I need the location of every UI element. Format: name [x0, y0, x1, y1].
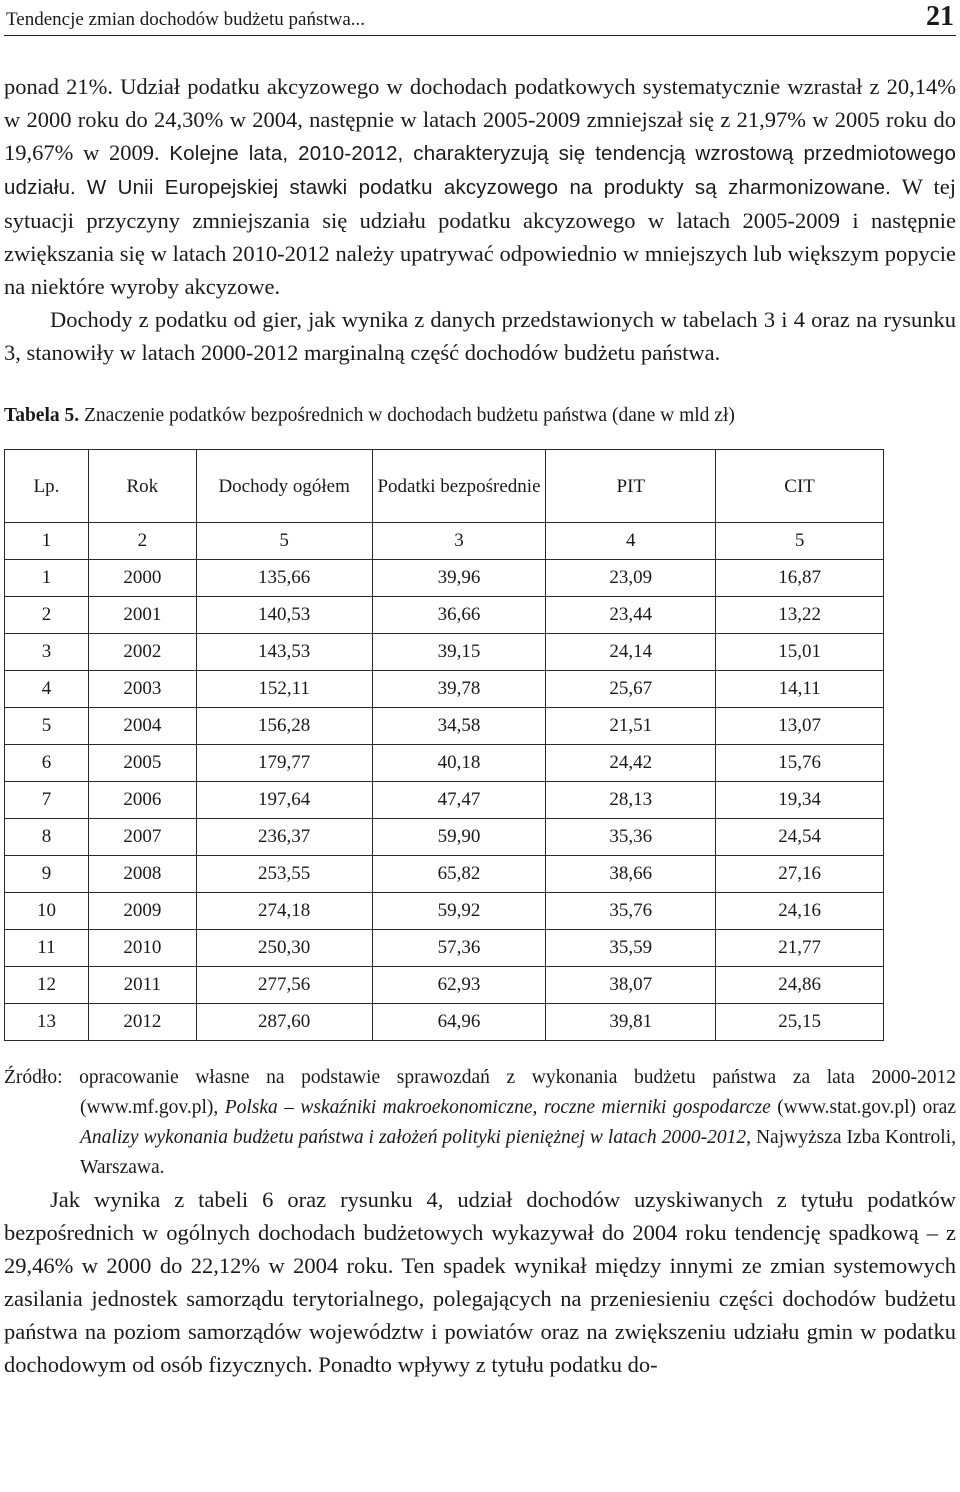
cell-lp: 13	[5, 1004, 89, 1041]
table-row	[5, 597, 884, 634]
cell-rok: 2002	[88, 634, 196, 671]
table-row	[5, 708, 884, 745]
cell-podatki-bezposrednie: 40,18	[372, 745, 546, 782]
cell-pit: 25,67	[546, 671, 716, 708]
cell-cit: 15,01	[716, 634, 884, 671]
cell-pit: 38,66	[546, 856, 716, 893]
table-row	[5, 1004, 884, 1041]
cell-pit: 23,44	[546, 597, 716, 634]
cell-pit: 28,13	[546, 782, 716, 819]
cell-podatki-bezposrednie: 59,92	[372, 893, 546, 930]
cell-rok: 2006	[88, 782, 196, 819]
cell-dochody-ogolem: 277,56	[196, 967, 372, 1004]
cell-pit: 38,07	[546, 967, 716, 1004]
paragraph-excise-tax	[4, 70, 956, 303]
cell-cit: 25,15	[716, 1004, 884, 1041]
cell-podatki-bezposrednie: 64,96	[372, 1004, 546, 1041]
cell-dochody-ogolem: 135,66	[196, 560, 372, 597]
cell-podatki-bezposrednie: 39,96	[372, 560, 546, 597]
running-title: Tendencje zmian dochodów budżetu państwa...	[6, 9, 366, 30]
page-number: 21	[926, 1, 954, 32]
cell-lp: 3	[5, 634, 89, 671]
cell-pit: 24,42	[546, 745, 716, 782]
cell-pit: 39,81	[546, 1004, 716, 1041]
cell-pit: 35,76	[546, 893, 716, 930]
source-tail: , Najwyższa Izba Kontroli, Warszawa.	[80, 1127, 956, 1178]
cell-rok: 2003	[88, 671, 196, 708]
table-label: Tabela 5.	[4, 405, 80, 426]
paragraph-gambling-tax: Dochody z podatku od gier, jak wynika z danych przedstawionych w tabelach 3 i 4 oraz na rysunku 3, stanowiły w latach 2000-2012 marginalną część dochodów budżetu państwa.	[4, 307, 956, 365]
source-lead: Źródło: opracowanie własne na podstawie sprawozdań z wykonania budżetu państwa za lata 2000-2012 (www.mf.gov.pl),	[4, 1067, 956, 1118]
cell-rok: 2009	[88, 893, 196, 930]
cell-cit: 24,16	[716, 893, 884, 930]
header-podatki-bezposrednie: Podatki bezpośrednie	[372, 450, 546, 523]
table-source-note	[4, 1063, 956, 1183]
column-number: 2	[88, 523, 196, 560]
cell-lp: 8	[5, 819, 89, 856]
table-row	[5, 745, 884, 782]
cell-dochody-ogolem: 236,37	[196, 819, 372, 856]
table-row	[5, 819, 884, 856]
cell-rok: 2011	[88, 967, 196, 1004]
paragraph-excise-part2: Kolejne lata, 2010-2012, charakteryzują się tendencją wzrostową przedmiotowego udziału.	[4, 142, 957, 199]
table-row	[5, 671, 884, 708]
cell-rok: 2007	[88, 819, 196, 856]
cell-lp: 7	[5, 782, 89, 819]
column-number: 5	[716, 523, 884, 560]
cell-dochody-ogolem: 274,18	[196, 893, 372, 930]
cell-rok: 2001	[88, 597, 196, 634]
cell-lp: 10	[5, 893, 89, 930]
cell-cit: 13,22	[716, 597, 884, 634]
cell-lp: 9	[5, 856, 89, 893]
table-row	[5, 634, 884, 671]
source-italic-nik: Analizy wykonania budżetu państwa i założeń polityki pieniężnej w latach 2000-2012	[80, 1127, 747, 1148]
cell-podatki-bezposrednie: 59,90	[372, 819, 546, 856]
cell-lp: 6	[5, 745, 89, 782]
cell-pit: 35,59	[546, 930, 716, 967]
cell-cit: 16,87	[716, 560, 884, 597]
paragraph-excise-part4: W tej sytuacji przyczyny zmniejszania się udziału podatku akcyzowego w latach 2005-2009 i następnie zwiększania się w latach 2010-2012 należy upatrywać odpowiednio w mniejszych lub większym popycie na niektóre wyroby akcyzowe.	[4, 174, 956, 299]
running-header	[4, 0, 956, 36]
header-dochody-ogolem: Dochody ogółem	[196, 450, 372, 523]
cell-lp: 4	[5, 671, 89, 708]
cell-cit: 15,76	[716, 745, 884, 782]
cell-podatki-bezposrednie: 62,93	[372, 967, 546, 1004]
cell-podatki-bezposrednie: 39,15	[372, 634, 546, 671]
cell-cit: 24,54	[716, 819, 884, 856]
cell-pit: 24,14	[546, 634, 716, 671]
source-italic-gus: Polska – wskaźniki makroekonomiczne, roczne mierniki gospodarcze	[224, 1097, 771, 1118]
cell-cit: 21,77	[716, 930, 884, 967]
cell-lp: 2	[5, 597, 89, 634]
cell-rok: 2012	[88, 1004, 196, 1041]
cell-podatki-bezposrednie: 47,47	[372, 782, 546, 819]
table-title: Znaczenie podatków bezpośrednich w dochodach budżetu państwa (dane w mld zł)	[84, 405, 735, 426]
cell-dochody-ogolem: 152,11	[196, 671, 372, 708]
cell-pit: 23,09	[546, 560, 716, 597]
column-number: 3	[372, 523, 546, 560]
cell-cit: 24,86	[716, 967, 884, 1004]
cell-dochody-ogolem: 143,53	[196, 634, 372, 671]
column-number-row	[5, 523, 884, 560]
cell-dochody-ogolem: 140,53	[196, 597, 372, 634]
cell-cit: 19,34	[716, 782, 884, 819]
column-number: 5	[196, 523, 372, 560]
direct-taxes-table	[4, 449, 884, 1041]
cell-dochody-ogolem: 287,60	[196, 1004, 372, 1041]
cell-cit: 13,07	[716, 708, 884, 745]
header-pit: PIT	[546, 450, 716, 523]
column-number: 4	[546, 523, 716, 560]
cell-lp: 5	[5, 708, 89, 745]
cell-rok: 2000	[88, 560, 196, 597]
paragraph-excise-part1: ponad 21%. Udział podatku akcyzowego w dochodach podatkowych systematycznie wzrastał z 20,14% w 2000 roku do 24,30% w 2004, następnie w latach 2005-2009 zmniejszał się z 21,97% w 2005 roku do 19,67% w 2009.	[4, 74, 956, 165]
cell-rok: 2008	[88, 856, 196, 893]
header-rok: Rok	[88, 450, 196, 523]
cell-lp: 11	[5, 930, 89, 967]
cell-rok: 2005	[88, 745, 196, 782]
cell-pit: 21,51	[546, 708, 716, 745]
paragraph-excise-part3: W Unii Europejskiej stawki podatku akcyzowego na produkty są zharmonizowane.	[86, 176, 892, 199]
cell-podatki-bezposrednie: 39,78	[372, 671, 546, 708]
table-row	[5, 782, 884, 819]
table-row	[5, 967, 884, 1004]
cell-podatki-bezposrednie: 34,58	[372, 708, 546, 745]
header-lp: Lp.	[5, 450, 89, 523]
table-caption	[4, 405, 956, 427]
cell-dochody-ogolem: 156,28	[196, 708, 372, 745]
cell-podatki-bezposrednie: 57,36	[372, 930, 546, 967]
cell-dochody-ogolem: 197,64	[196, 782, 372, 819]
cell-podatki-bezposrednie: 36,66	[372, 597, 546, 634]
cell-podatki-bezposrednie: 65,82	[372, 856, 546, 893]
table-row	[5, 856, 884, 893]
cell-lp: 1	[5, 560, 89, 597]
table-header-row	[5, 450, 884, 523]
paragraph-direct-taxes: Jak wynika z tabeli 6 oraz rysunku 4, udział dochodów uzyskiwanych z tytułu podatków bezpośrednich w ogólnych dochodach budżetowych wykazywał do 2004 roku tendencję spadkową – z 29,46% w 2000 do 22,12% w 2004 roku. Ten spadek wynikał między innymi ze zmian systemowych zasilania jednostek samorządu terytorialnego, polegających na przeniesieniu części dochodów budżetu państwa na poziom samorządów województw i powiatów oraz na zwiększeniu udziału gmin w podatku dochodowym od osób fizycznych. Ponadto wpływy z tytułu podatku do-	[4, 1187, 956, 1377]
cell-dochody-ogolem: 253,55	[196, 856, 372, 893]
cell-rok: 2004	[88, 708, 196, 745]
table-row	[5, 560, 884, 597]
cell-rok: 2010	[88, 930, 196, 967]
cell-lp: 12	[5, 967, 89, 1004]
cell-dochody-ogolem: 250,30	[196, 930, 372, 967]
cell-dochody-ogolem: 179,77	[196, 745, 372, 782]
cell-cit: 14,11	[716, 671, 884, 708]
source-mid: (www.stat.gov.pl) oraz	[777, 1097, 956, 1118]
cell-pit: 35,36	[546, 819, 716, 856]
table-row	[5, 930, 884, 967]
column-number: 1	[5, 523, 89, 560]
table-row	[5, 893, 884, 930]
header-cit: CIT	[716, 450, 884, 523]
cell-cit: 27,16	[716, 856, 884, 893]
